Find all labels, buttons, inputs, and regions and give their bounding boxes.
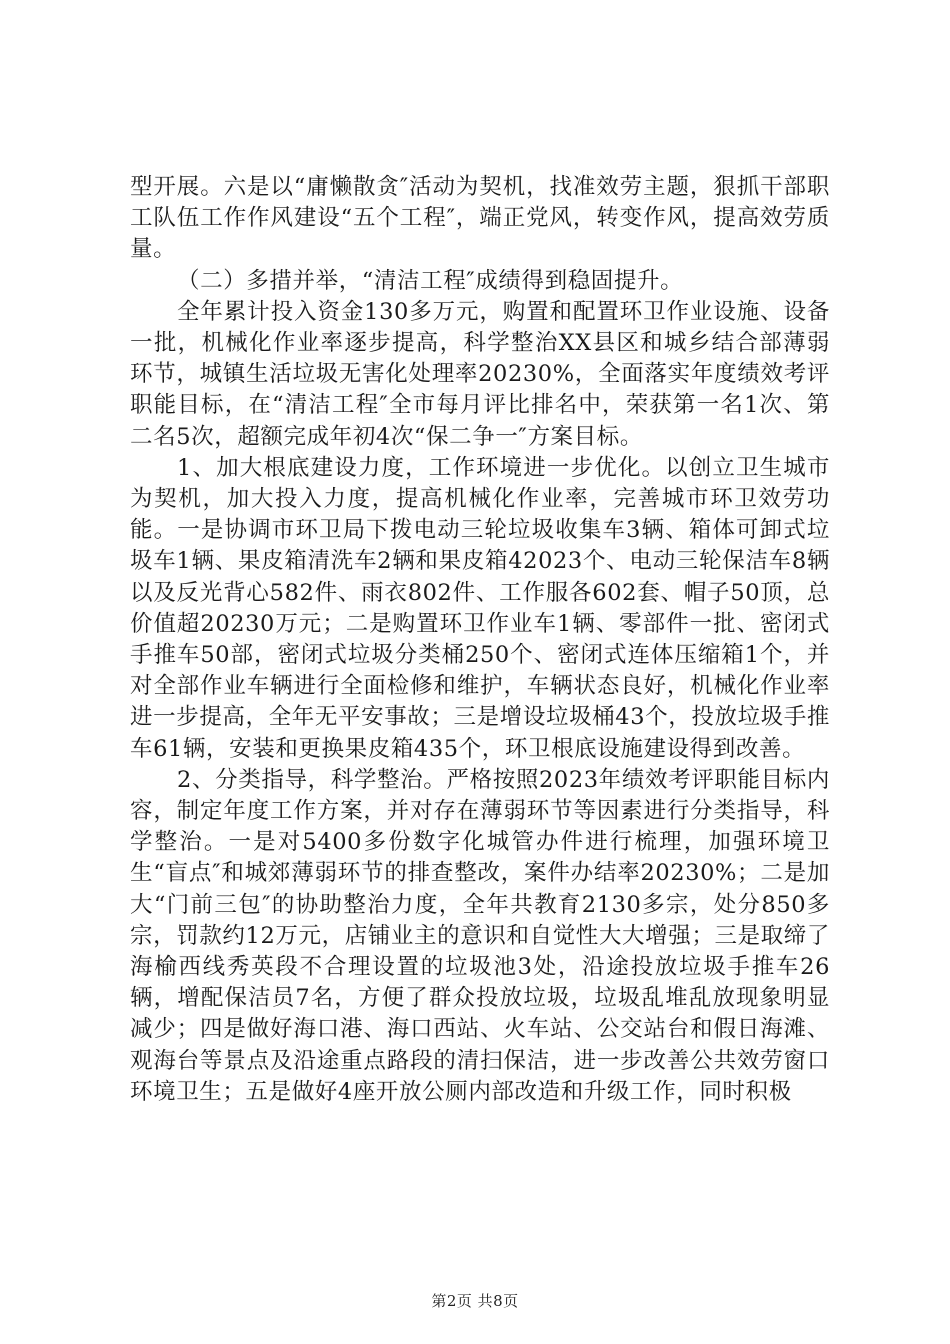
document-body [130, 172, 830, 1108]
paragraph-continuation: 型开展。六是以“庸懒散贪″活动为契机，找准效劳主题，狠抓干部职工队伍工作作风建设“五个工程″，端正党风，转变作风，提高效劳质量。 [130, 174, 830, 263]
paragraph-classification: 2、分类指导，科学整治。严格按照2023年绩效考评职能目标内容，制定年度工作方案，并对存在薄弱环节等因素进行分类指导，科学整治。一是对5400多份数字化城管办件进行梳理，加强环境卫生“盲点″和城郊薄弱环节的排查整改，案件办结率20230%；二是加大“门前三包″的协助整治力度，全年共教育2130多宗，处分850多宗，罚款约12万元，店铺业主的意识和自觉性大大增强；三是取缔了海榆西线秀英段不合理设置的垃圾池3处，沿途投放垃圾手推车26辆，增配保洁员7名，方便了群众投放垃圾，垃圾乱堆乱放现象明显减少；四是做好海口港、海口西站、火车站、公交站台和假日海滩、观海台等景点及沿途重点路段的清扫保洁，进一步改善公共效劳窗口环境卫生；五是做好4座开放公厕内部改造和升级工作，同时积极 [130, 766, 830, 1105]
section-heading: （二）多措并举，“清洁工程″成绩得到稳固提升。 [177, 267, 684, 294]
paragraph-summary: 全年累计投入资金130多万元，购置和配置环卫作业设施、设备一批，机械化作业率逐步提高，科学整治XX县区和城乡结合部薄弱环节，城镇生活垃圾无害化处理率20230%，全面落实年度绩效考评职能目标，在“清洁工程″全市每月评比排名中，荣获第一名1次、第二名5次，超额完成年初4次“保二争一″方案目标。 [130, 298, 830, 450]
paragraph-infrastructure: 1、加大根底建设力度，工作环境进一步优化。以创立卫生城市为契机，加大投入力度，提高机械化作业率，完善城市环卫效劳功能。一是协调市环卫局下拨电动三轮垃圾收集车3辆、箱体可卸式垃圾车1辆、果皮箱清洗车2辆和果皮箱42023个、电动三轮保洁车8辆以及反光背心582件、雨衣802件、工作服各602套、帽子50顶，总价值超20230万元；二是购置环卫作业车1辆、零部件一批、密闭式手推车50部，密闭式垃圾分类桶250个、密闭式连体压缩箱1个，并对全部作业车辆进行全面检修和维护，车辆状态良好，机械化作业率进一步提高，全年无平安事故；三是增设垃圾桶43个，投放垃圾手推车61辆，安装和更换果皮箱435个，环卫根底设施建设得到改善。 [130, 454, 830, 762]
page-footer: 第2页 共8页 [431, 1292, 519, 1310]
